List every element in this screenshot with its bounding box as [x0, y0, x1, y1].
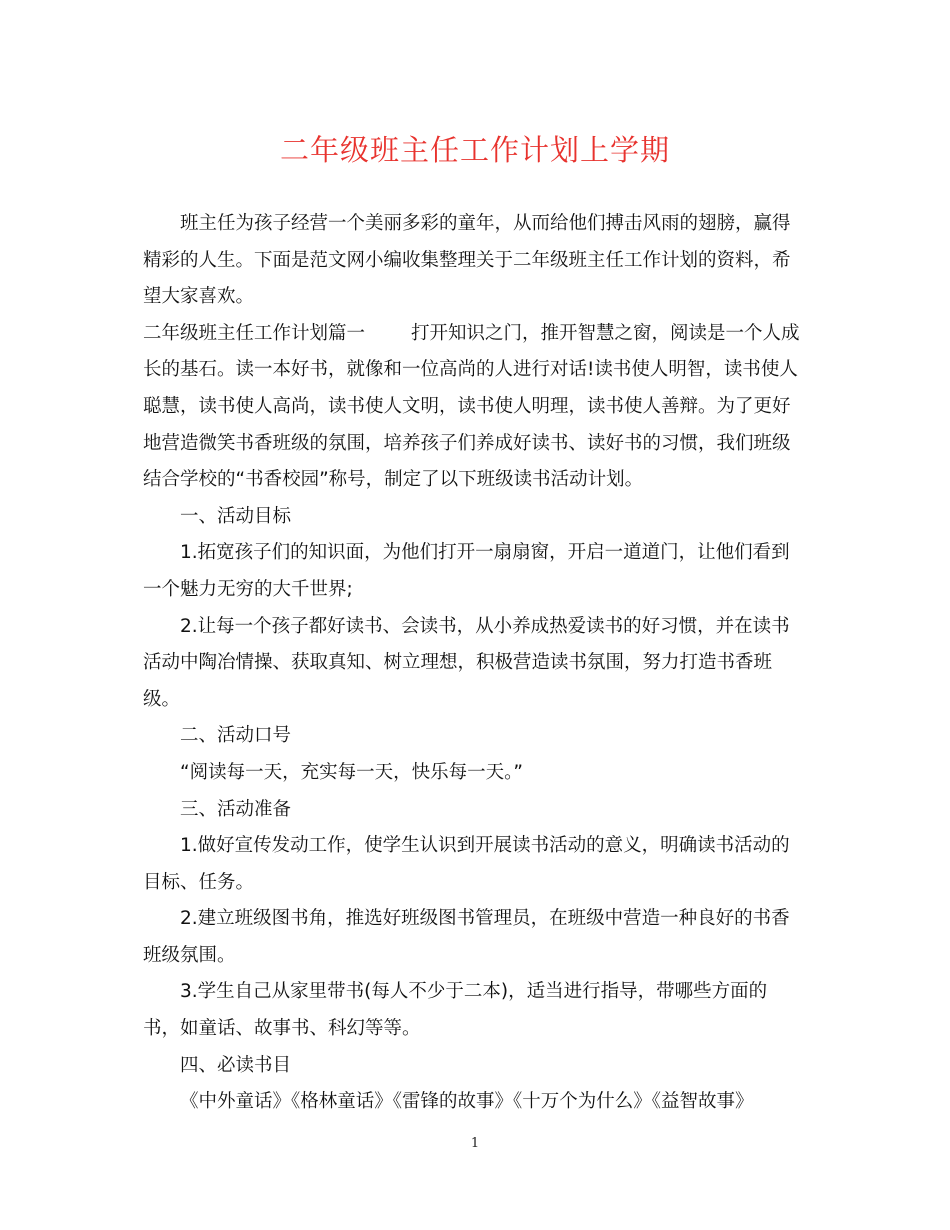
paragraph-line: 活动中陶冶情操、获取真知、树立理想，积极营造读书氛围，努力打造书香班: [143, 652, 773, 674]
paragraph-line: 1.拓宽孩子们的知识面，为他们打开一扇扇窗，开启一道道门，让他们看到: [180, 542, 790, 564]
paragraph-line: 1.做好宣传发动工作，使学生认识到开展读书活动的意义，明确读书活动的: [180, 835, 790, 857]
paragraph-line: 《中外童话》《格林童话》《雷锋的故事》《十万个为什么》《益智故事》: [180, 1091, 754, 1113]
paragraph-line: 聪慧，读书使人高尚，读书使人文明，读书使人明理，读书使人善辩。为了更好: [143, 395, 791, 417]
paragraph-line: 2.让每一个孩子都好读书、会读书，从小养成热爱读书的好习惯，并在读书: [180, 615, 790, 637]
paragraph-line: 结合学校的“书香校园”称号，制定了以下班级读书活动计划。: [143, 469, 644, 491]
section-heading: 二年级班主任工作计划篇一: [143, 322, 366, 344]
document-title: 二年级班主任工作计划上学期: [279, 133, 670, 167]
paragraph-line: 目标、任务。: [143, 871, 255, 893]
section-heading: 四、必读书目: [180, 1054, 292, 1076]
paragraph-line: 2.建立班级图书角，推选好班级图书管理员，在班级中营造一种良好的书香: [180, 908, 790, 930]
paragraph-line: 精彩的人生。下面是范文网小编收集整理关于二年级班主任工作计划的资料，希: [143, 249, 791, 271]
paragraph-line: 3.学生自己从家里带书(每人不少于二本)，适当进行指导，带哪些方面的: [180, 981, 768, 1003]
paragraph-line: 班主任为孩子经营一个美丽多彩的童年，从而给他们搏击风雨的翅膀，赢得: [180, 213, 791, 234]
paragraph-line: “阅读每一天，充实每一天，快乐每一天。”: [180, 761, 523, 783]
paragraph-text: 打开知识之门，推开智慧之窗，阅读是一个人成: [411, 322, 800, 344]
document-body: [143, 206, 808, 1121]
page-number: 1: [470, 1136, 480, 1151]
paragraph-line: 望大家喜欢。: [143, 286, 255, 308]
section-heading: 三、活动准备: [180, 798, 292, 820]
section-heading: 二、活动口号: [180, 725, 292, 747]
paragraph-line: 一个魅力无穷的大千世界;: [143, 578, 353, 600]
paragraph-line: 班级氛围。: [143, 944, 236, 966]
paragraph-line: 书，如童话、故事书、科幻等等。: [143, 1018, 421, 1040]
paragraph-line: 级。: [143, 688, 181, 710]
paragraph-line: [143, 316, 808, 353]
paragraph-line: 长的基石。读一本好书，就像和一位高尚的人进行对话!读书使人明智，读书使人: [143, 359, 798, 381]
paragraph-line: 地营造微笑书香班级的氛围，培养孩子们养成好读书、读好书的习惯，我们班级: [143, 432, 791, 454]
section-heading: 一、活动目标: [180, 505, 292, 527]
